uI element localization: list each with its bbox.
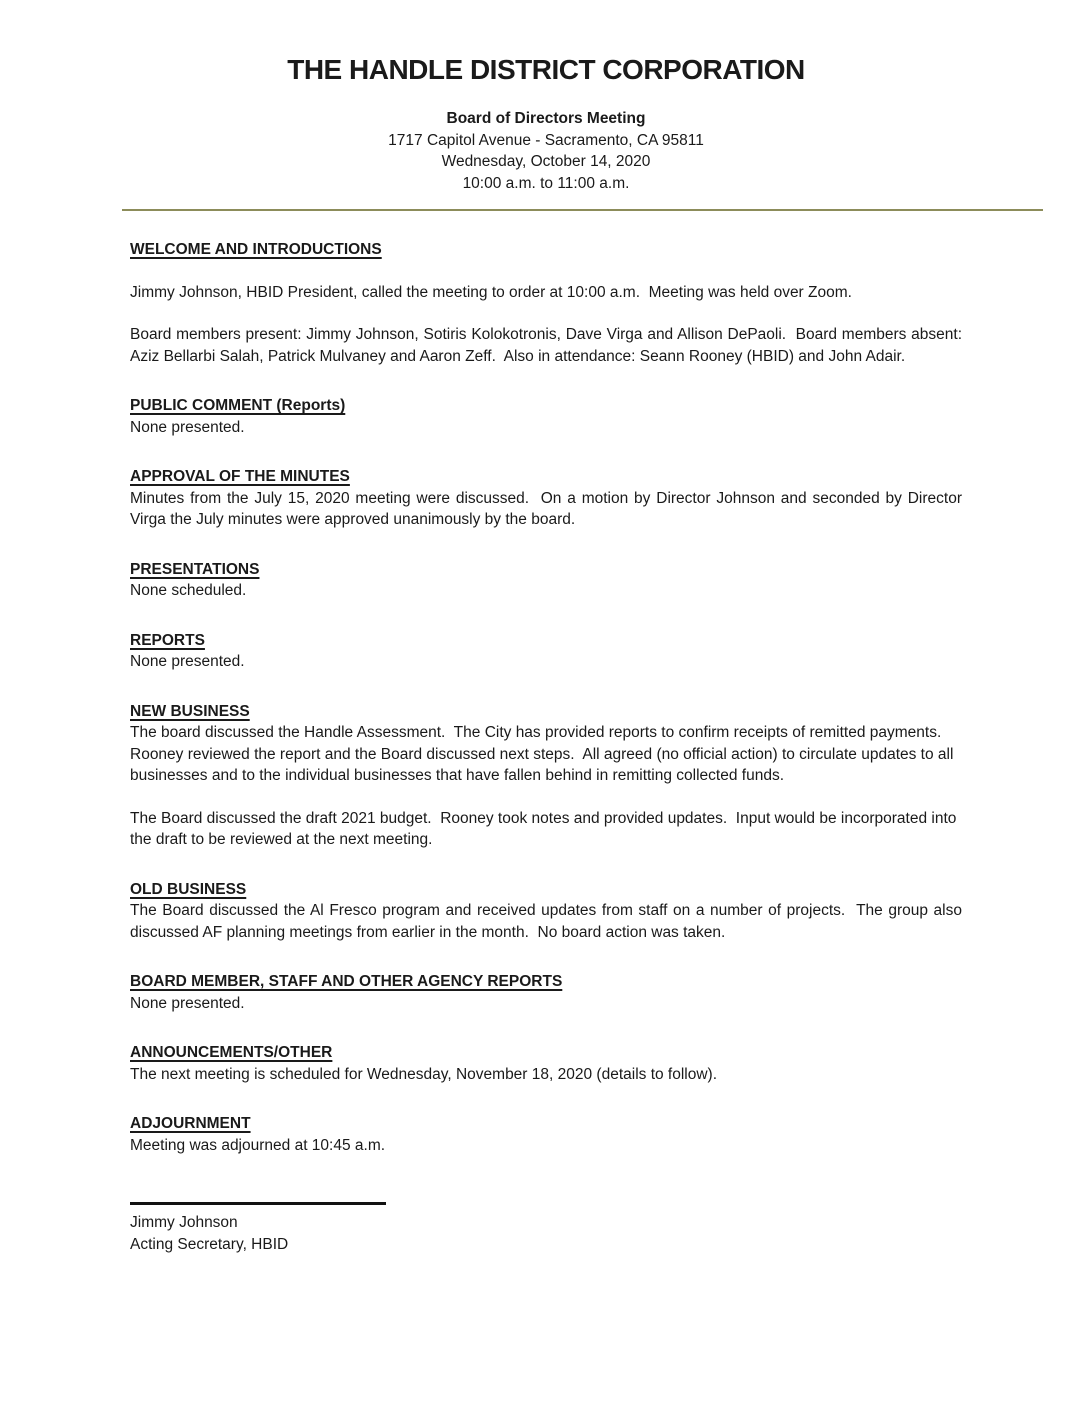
section-paragraph: The Board discussed the draft 2021 budget. Rooney took notes and provided updates. Input would be incorporated into the draft to be reviewed at the next meeting. (130, 809, 961, 848)
minutes-body (130, 239, 967, 1156)
section-paragraph: None presented. (130, 653, 245, 670)
meeting-address: 1717 Capitol Avenue - Sacramento, CA 95811 (388, 131, 704, 149)
signature-block (130, 1202, 962, 1255)
section-paragraph: The next meeting is scheduled for Wednesday, November 18, 2020 (details to follow). (130, 1065, 718, 1083)
section-paragraph: Jimmy Johnson, HBID President, called the meeting to order at 10:00 a.m. Meeting was held over Zoom. (130, 283, 852, 301)
section-presentations (130, 559, 962, 602)
section-board-member-reports (130, 971, 962, 1014)
section-heading: APPROVAL OF THE MINUTES (130, 468, 350, 485)
document-title: THE HANDLE DISTRICT CORPORATION (287, 54, 805, 85)
section-paragraph: None presented. (130, 418, 245, 436)
section-new-business (130, 701, 962, 851)
section-heading: BOARD MEMBER, STAFF AND OTHER AGENCY REPORTS (130, 973, 563, 990)
section-public-comment (130, 395, 962, 438)
section-heading: NEW BUSINESS (130, 702, 250, 720)
meeting-name: Board of Directors Meeting (446, 110, 646, 127)
section-paragraph: Minutes from the July 15, 2020 meeting were discussed. On a motion by Director Johnson and seconded by Director Virga the July minutes were approved unanimously by the board. (130, 489, 967, 528)
section-heading: ANNOUNCEMENTS/OTHER (130, 1044, 333, 1061)
section-heading: ADJOURNMENT (130, 1115, 251, 1132)
meeting-date: Wednesday, October 14, 2020 (441, 153, 651, 170)
section-paragraph: Meeting was adjourned at 10:45 a.m. (130, 1136, 386, 1154)
section-paragraph: None presented. (130, 994, 245, 1012)
section-heading: OLD BUSINESS (130, 880, 247, 898)
meeting-time: 10:00 a.m. to 11:00 a.m. (462, 174, 630, 192)
section-heading: PRESENTATIONS (130, 560, 260, 578)
section-heading: REPORTS (130, 631, 205, 649)
section-adjournment (130, 1113, 962, 1156)
section-announcements (130, 1042, 962, 1085)
signature-name: Jimmy Johnson (130, 1214, 238, 1231)
section-paragraph: Board members present: Jimmy Johnson, Sotiris Kolokotronis, Dave Virga and Allison DePaoli. Board members absent: Aziz Bellarbi Salah, Patrick Mulvaney and Aaron Zeff. Also in attendance: Seann Rooney (HBID) and John Adair. (130, 326, 966, 365)
document-header (130, 52, 962, 211)
section-paragraph: None scheduled. (130, 582, 247, 599)
section-paragraph: The board discussed the Handle Assessment. The City has provided reports to confirm receipts of remitted payments. Rooney reviewed the report and the Board discussed next steps. All agreed (no official action) to circulate updates to all businesses and to the individual businesses that have fallen behind in remitting collected funds. (130, 724, 958, 784)
signature-line (130, 1202, 386, 1205)
section-welcome (130, 239, 966, 367)
signature-role: Acting Secretary, HBID (130, 1235, 289, 1253)
section-heading: WELCOME AND INTRODUCTIONS (130, 241, 382, 258)
section-old-business (130, 879, 967, 944)
section-heading: PUBLIC COMMENT (Reports) (130, 397, 346, 414)
section-reports (130, 630, 962, 673)
header-divider (122, 209, 1043, 211)
section-paragraph: The Board discussed the Al Fresco program and received updates from staff on a number of projects. The group also discussed AF planning meetings from earlier in the month. No board action was taken. (130, 902, 967, 941)
section-approval-of-minutes (130, 466, 967, 531)
meeting-info (130, 108, 962, 194)
